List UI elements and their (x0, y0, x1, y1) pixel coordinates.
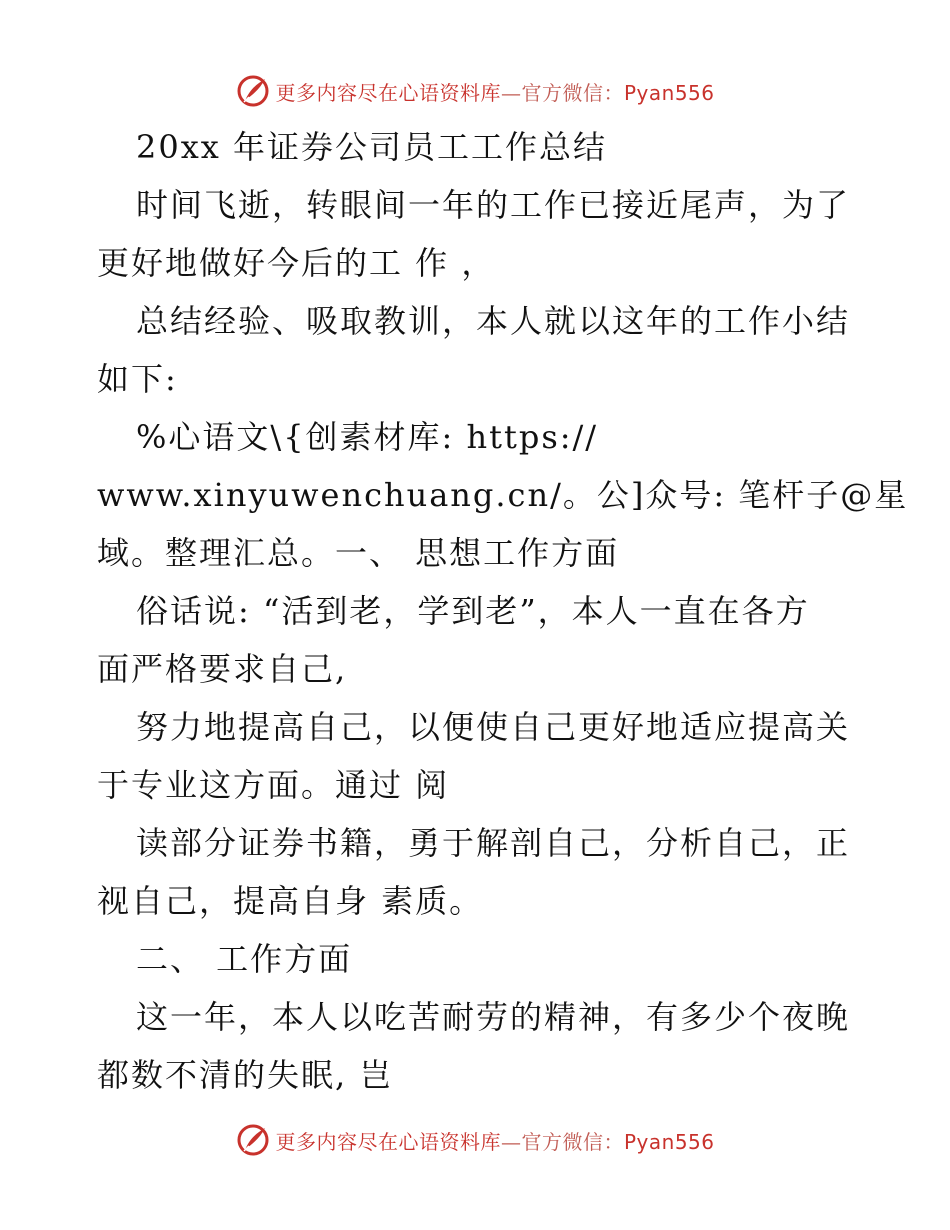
paragraph-line: www.xinyuwenchuang.cn/。公]众号: 笔杆子@星 (97, 476, 909, 514)
paragraph-line: 都数不清的失眠, 岂 (97, 1056, 394, 1094)
header-separator-text: —官方微信： (500, 80, 624, 105)
document-title: 20xx 年证券公司员工工作总结 (136, 128, 607, 166)
paragraph-line: 这一年，本人以吃苦耐劳的精神，有多少个夜晚 (136, 998, 851, 1036)
header-wechat-id: Pyan556 (623, 80, 715, 105)
paragraph-line: 读部分证券书籍，勇于解剖自己，分析自己，正 (136, 824, 851, 862)
footer-main-text: 更多内容尽在心语资料库 (275, 1129, 501, 1154)
paragraph-line: 面严格要求自己, (97, 650, 348, 688)
header-watermark-text (275, 77, 714, 106)
paragraph-line: 总结经验、吸取教训，本人就以这年的工作小结 (136, 302, 851, 340)
section-heading: 二、 工作方面 (136, 940, 353, 978)
paragraph-line: 视自己，提高自身 素质。 (97, 882, 484, 920)
section-heading-line: 域。整理汇总。一、 思想工作方面 (97, 534, 620, 572)
footer-watermark-text (275, 1126, 714, 1155)
paragraph-line: 如下: (97, 360, 178, 398)
feather-logo-icon (235, 1122, 271, 1158)
footer-watermark (0, 1120, 950, 1160)
paragraph-line: 时间飞逝，转眼间一年的工作已接近尾声，为了 (136, 186, 851, 224)
header-main-text: 更多内容尽在心语资料库 (275, 80, 501, 105)
header-watermark (0, 71, 950, 111)
footer-wechat-id: Pyan556 (623, 1129, 715, 1154)
paragraph-line: 努力地提高自己，以便使自己更好地适应提高关 (136, 708, 851, 746)
paragraph-line: 俗话说: “活到老，学到老”，本人一直在各方 (136, 592, 810, 630)
paragraph-line: 于专业这方面。通过 阅 (97, 766, 450, 804)
feather-logo-icon (235, 73, 271, 109)
paragraph-line: %心语文\{创素材库: https:// (136, 418, 599, 456)
paragraph-line: 更好地做好今后的工 作 ， (97, 244, 496, 282)
footer-separator-text: —官方微信： (500, 1129, 624, 1154)
document-body (97, 118, 909, 1104)
